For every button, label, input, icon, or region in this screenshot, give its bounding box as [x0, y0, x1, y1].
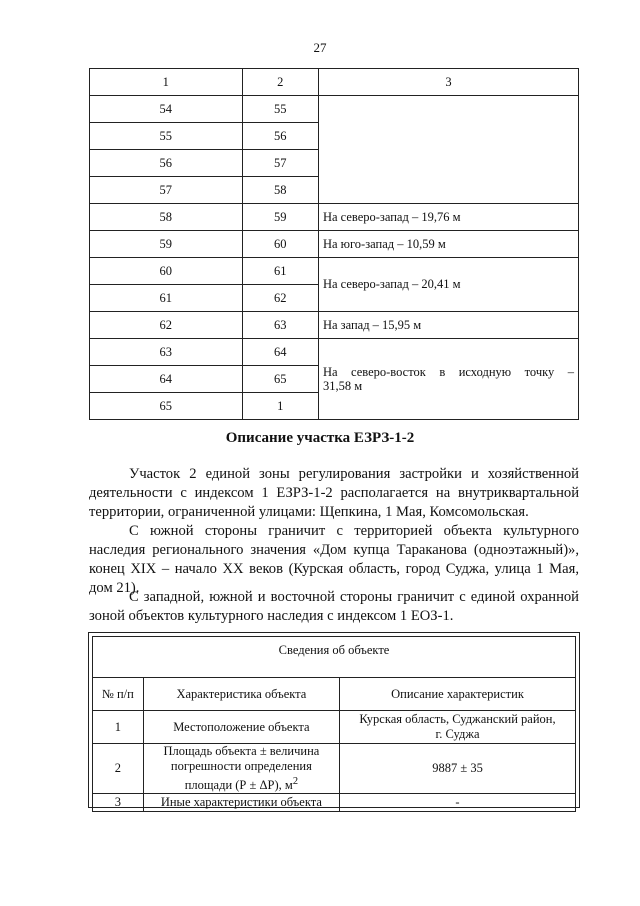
direction-cell-empty: [318, 96, 578, 204]
column-header: Характеристика объекта: [143, 678, 339, 711]
point-from: 59: [90, 231, 243, 258]
table-row: [90, 96, 579, 123]
point-to: 62: [242, 285, 318, 312]
characteristic-description: -: [340, 794, 576, 812]
paragraph: Участок 2 единой зоны регулирования застройки и хозяйственной деятельности с индексом 1 ЕЗРЗ-1-2 располагается на внутриквартальной территории, ограниченной улицами: Щепкина, 1 Мая, Комсомольская.: [89, 466, 579, 520]
column-header: № п/п: [93, 678, 144, 711]
point-from: 60: [90, 258, 243, 285]
column-header: Описание характеристик: [340, 678, 576, 711]
section-title: Описание участка ЕЗРЗ-1-2: [225, 430, 415, 446]
table-row: [90, 258, 579, 285]
row-number: 3: [93, 794, 144, 812]
characteristic: Местоположение объекта: [143, 711, 339, 744]
point-from: 61: [90, 285, 243, 312]
direction-cell: На северо-запад – 20,41 м: [318, 258, 578, 312]
point-to: 57: [242, 150, 318, 177]
table-row: [90, 204, 579, 231]
paragraph: С южной стороны граничит с территорией объекта культурного наследия регионального значения «Дом купца Тараканова (одноэтажный)», конец XIX – начало XX веков (Курская область, город Суджа, улица 1 Мая, дом 21).: [89, 523, 579, 596]
point-to: 64: [242, 339, 318, 366]
characteristic-description: 9887 ± 35: [340, 744, 576, 794]
characteristic: [143, 744, 339, 794]
direction-cell: На запад – 15,95 м: [318, 312, 578, 339]
column-header: 3: [318, 69, 578, 96]
direction-text-line1: На северо-восток в исходную точку –: [322, 365, 574, 379]
info-table-title: Сведения об объекте: [93, 637, 576, 678]
table-row: [93, 711, 576, 744]
row-number: 2: [93, 744, 144, 794]
table-row: [90, 231, 579, 258]
column-header: 1: [90, 69, 243, 96]
characteristic-line: площади (Р ± ΔР), м: [184, 778, 293, 793]
point-to: 59: [242, 204, 318, 231]
point-to: 55: [242, 96, 318, 123]
direction-cell: [318, 339, 578, 420]
info-header-row: [93, 678, 576, 711]
direction-cell: На северо-запад – 19,76 м: [318, 204, 578, 231]
description-line: г. Суджа: [435, 727, 480, 741]
characteristic-description: [340, 711, 576, 744]
characteristic-line: погрешности определения: [170, 759, 312, 773]
point-to: 65: [242, 366, 318, 393]
point-from: 64: [90, 366, 243, 393]
point-to: 60: [242, 231, 318, 258]
point-from: 54: [90, 96, 243, 123]
description-line: Курская область, Суджанский район,: [359, 712, 556, 726]
table-row: [93, 744, 576, 794]
table-header-row: [90, 69, 579, 96]
table-row: [90, 339, 579, 366]
row-number: 1: [93, 711, 144, 744]
point-from: 58: [90, 204, 243, 231]
unit-superscript: 2: [292, 776, 299, 787]
direction-text-line2: 31,58 м: [322, 379, 363, 393]
direction-cell: На юго-запад – 10,59 м: [318, 231, 578, 258]
page-number: 27: [313, 40, 327, 55]
point-to: 58: [242, 177, 318, 204]
table-row: [90, 312, 579, 339]
point-to: 61: [242, 258, 318, 285]
point-from: 63: [90, 339, 243, 366]
characteristic-line: Площадь объекта ± величина: [163, 744, 320, 758]
boundary-points-table: [89, 68, 579, 420]
point-from: 56: [90, 150, 243, 177]
point-from: 65: [90, 393, 243, 420]
paragraph: С западной, южной и восточной стороны граничит с единой охранной зоной объектов культурного наследия с индексом 1 ЕОЗ-1.: [89, 589, 579, 624]
point-from: 57: [90, 177, 243, 204]
point-to: 63: [242, 312, 318, 339]
info-title-row: [93, 637, 576, 678]
point-to: 1: [242, 393, 318, 420]
characteristic: Иные характеристики объекта: [143, 794, 339, 812]
point-to: 56: [242, 123, 318, 150]
column-header: 2: [242, 69, 318, 96]
object-info-table: [92, 636, 576, 812]
table-row: [93, 794, 576, 812]
point-from: 55: [90, 123, 243, 150]
point-from: 62: [90, 312, 243, 339]
